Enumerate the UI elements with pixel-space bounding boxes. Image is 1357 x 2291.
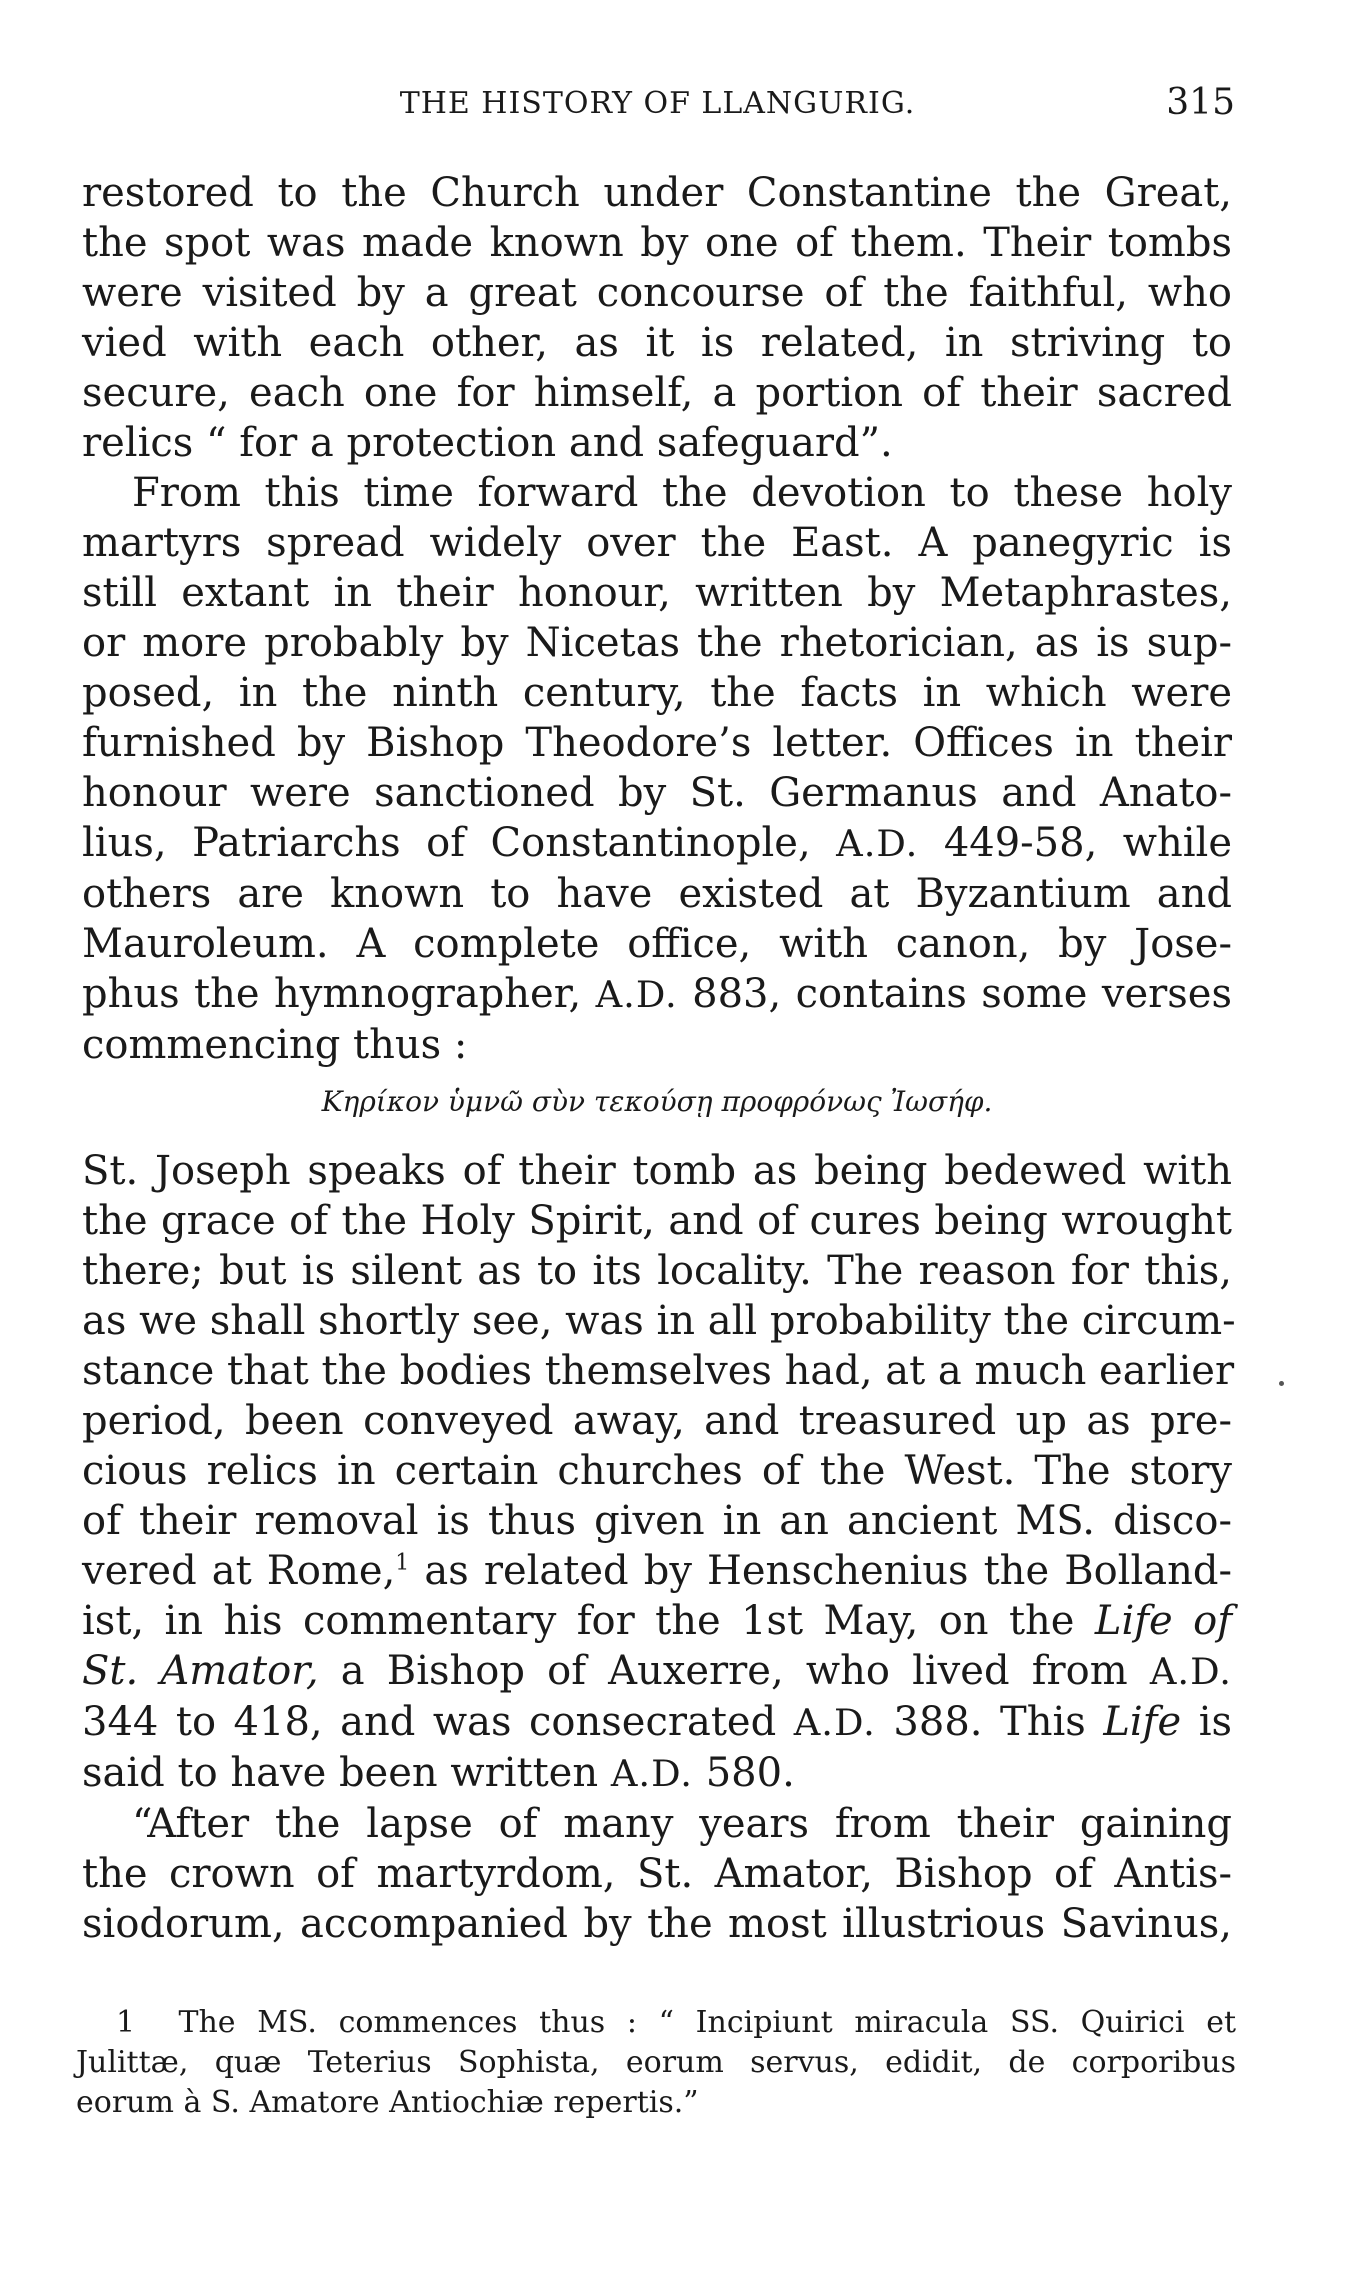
text-line: were visited by a great concourse of the faithful, who	[82, 270, 1232, 316]
era-abbreviation: A.D.	[836, 822, 919, 865]
text-line	[82, 1596, 1232, 1646]
page-number: 315	[1166, 82, 1235, 123]
text-line: St. Joseph speaks of their tomb as being bedewed with	[82, 1148, 1232, 1194]
footnote-reference[interactable]: 1	[395, 1550, 410, 1576]
text-fragment: a Bishop of Auxerre, who lived from	[340, 1648, 1128, 1694]
text-fragment: ist, in his commentary for the 1st May, on the	[82, 1598, 1075, 1644]
text-fragment: 883, contains some verses	[692, 971, 1232, 1017]
text-fragment: as related by Henschenius the Bolland-	[424, 1548, 1232, 1594]
text-line: the crown of martyrdom, St. Amator, Bishop of Antis-	[82, 1851, 1232, 1897]
page-header	[80, 80, 1235, 124]
text-line: restored to the Church under Constantine the Great,	[82, 170, 1232, 216]
body-text	[82, 168, 1236, 1949]
footnote-marker: 1	[116, 2005, 136, 2040]
text-line: others are known to have existed at Byzantium and	[82, 871, 1232, 917]
text-line: stance that the bodies themselves had, at a much earlier	[82, 1348, 1235, 1394]
era-abbreviation: A.D.	[610, 1752, 694, 1795]
text-line: furnished by Bishop Theodore’s letter. Offices in their	[82, 720, 1232, 766]
text-line: vied with each other, as it is related, in striving to	[82, 320, 1232, 366]
text-line	[82, 969, 1232, 1020]
text-line: of their removal is thus given in an ancient MS. disco-	[82, 1498, 1232, 1544]
text-fragment: 388. This	[893, 1699, 1086, 1745]
text-line: Mauroleum. A complete office, with canon, by Jose-	[82, 921, 1232, 967]
italic-title: Life	[1103, 1699, 1182, 1745]
footnote-line	[76, 2003, 1236, 2043]
era-abbreviation: A.D.	[793, 1701, 876, 1744]
text-line: From this time forward the devotion to these holy	[132, 470, 1232, 516]
text-fragment: phus the hymnographer,	[82, 971, 582, 1017]
text-fragment: vered at Rome,	[82, 1548, 396, 1594]
running-head: THE HISTORY OF LLANGURIG.	[399, 86, 916, 121]
text-line: secure, each one for himself, a portion of their sacred	[82, 370, 1232, 416]
text-line: cious relics in certain churches of the West. The story	[82, 1448, 1232, 1494]
text-line: there; but is silent as to its locality. The reason for this,	[82, 1248, 1232, 1294]
text-line: the grace of the Holy Spirit, and of cures being wrought	[82, 1198, 1232, 1244]
greek-verse: Κηρίκον ὑμνῶ σὺν τεκούσῃ προφρόνως Ἰωσήφ.	[321, 1085, 993, 1118]
text-fragment: 580.	[705, 1750, 795, 1796]
text-line: or more probably by Nicetas the rhetorician, as is sup-	[82, 620, 1232, 666]
era-abbreviation: A.D.	[1149, 1650, 1233, 1693]
era-abbreviation: A.D.	[595, 973, 678, 1016]
italic-title: St. Amator,	[82, 1648, 319, 1694]
text-line	[82, 1697, 1232, 1748]
text-line	[82, 1646, 1232, 1697]
text-line: as we shall shortly see, was in all probability the circum-	[82, 1298, 1236, 1344]
text-fragment: said to have been written	[82, 1750, 599, 1796]
text-fragment: lius, Patriarchs of Constantinople,	[82, 820, 811, 866]
text-line: commencing thus :	[82, 1022, 468, 1068]
text-fragment: 344 to 418, and was consecrated	[82, 1699, 777, 1745]
margin-mark	[1279, 1381, 1284, 1386]
text-line	[82, 1748, 1232, 1799]
text-line: “After the lapse of many years from their gaining	[132, 1801, 1232, 1847]
text-line: relics “ for a protection and safeguard”.	[82, 420, 893, 466]
text-fragment: is	[1198, 1699, 1233, 1745]
footnotes	[76, 2003, 1236, 2123]
text-line: the spot was made known by one of them. Their tombs	[82, 220, 1232, 266]
text-line: still extant in their honour, written by Metaphrastes,	[82, 570, 1232, 616]
text-line	[82, 818, 1232, 869]
text-line: siodorum, accompanied by the most illustrious Savinus,	[82, 1901, 1232, 1947]
text-line: period, been conveyed away, and treasured up as pre-	[82, 1398, 1232, 1444]
text-fragment: 449-58, while	[943, 820, 1233, 866]
text-line: martyrs spread widely over the East. A panegyric is	[82, 520, 1232, 566]
text-line: honour were sanctioned by St. Germanus and Anato-	[82, 770, 1232, 816]
text-line	[82, 1546, 1232, 1596]
footnote-line: Julittæ, quæ Teterius Sophista, eorum servus, edidit, de corporibus	[76, 2045, 1236, 2080]
text-line: posed, in the ninth century, the facts in which were	[82, 670, 1232, 716]
footnote-text: The MS. commences thus : “ Incipiunt miracula SS. Quirici et	[178, 2005, 1236, 2040]
italic-title: Life of	[1094, 1598, 1233, 1644]
footnote-line: eorum à S. Amatore Antiochiæ repertis.”	[76, 2085, 699, 2120]
